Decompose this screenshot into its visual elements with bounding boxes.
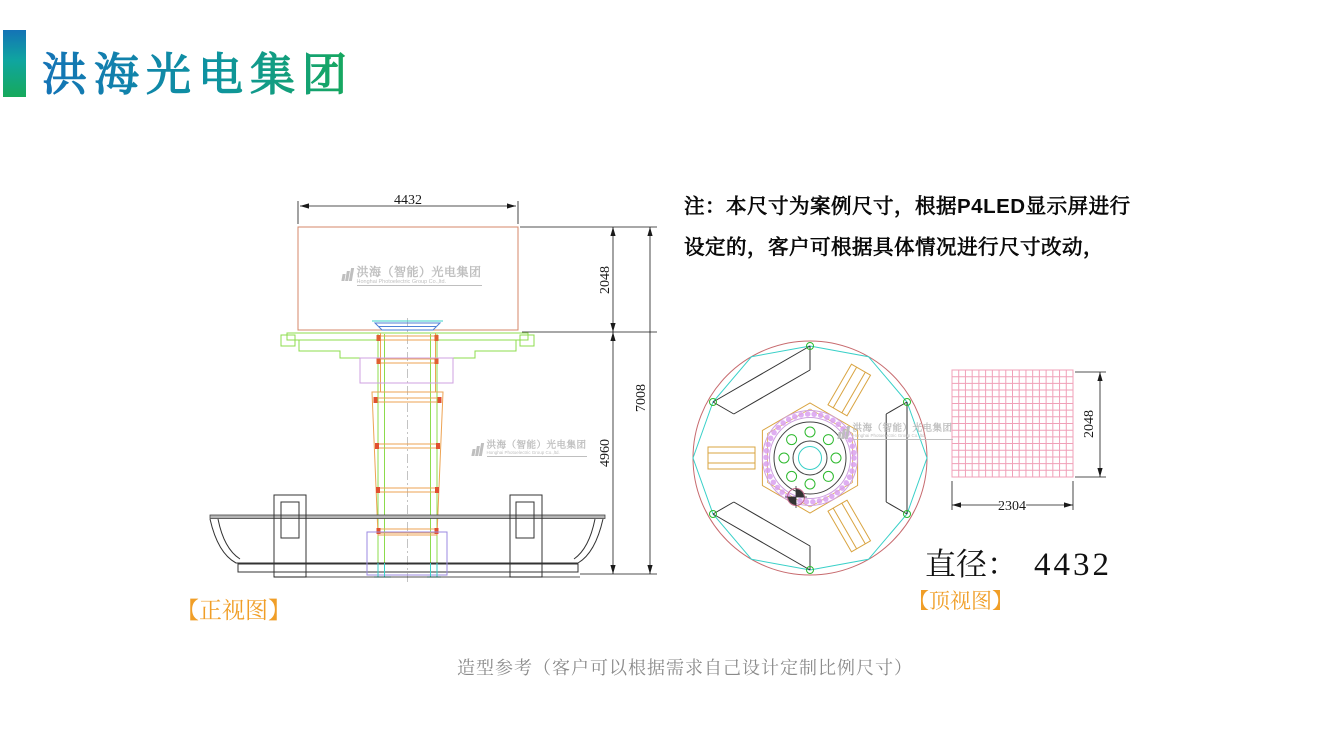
diameter-readout (925, 539, 1112, 584)
watermark (838, 424, 953, 440)
watermark-en: Honghai Photoelectric Group Co.,ltd. (853, 434, 953, 440)
dim-screen-width: 4432 (394, 193, 422, 208)
watermark-en: Honghai Photoelectric Group Co.,ltd. (357, 279, 482, 286)
watermark-cn: 洪海（智能）光电集团 (356, 265, 482, 279)
page-title: 洪海光电集团 (42, 38, 354, 103)
dim-total-height: 7008 (634, 384, 649, 412)
watermark-cn: 洪海（智能）光电集团 (486, 440, 587, 451)
dim-module-height: 2048 (1082, 410, 1097, 438)
honghai-logo-icon (472, 441, 483, 456)
front-view-label: 【正视图】 (176, 598, 291, 623)
top-view-nodes (710, 343, 911, 574)
honghai-logo-icon (838, 424, 849, 439)
front-view-drawing (210, 193, 657, 582)
dim-screen-height: 2048 (598, 266, 613, 294)
dim-pole-height: 4960 (598, 439, 613, 467)
watermark-en: Honghai Photoelectric Group Co.,ltd. (487, 451, 587, 457)
watermark (342, 266, 482, 286)
module-grid (952, 370, 1073, 477)
note-line-1: 注：本尺寸为案例尺寸，根据P4LED显示屏进行 (684, 195, 1131, 218)
diameter-value: 4432 (1034, 547, 1112, 583)
top-view-panels (713, 346, 907, 570)
watermark-cn: 洪海（智能）光电集团 (852, 423, 953, 434)
note-line-2: 设定的，客户可根据具体情况进行尺寸改动， (684, 236, 1104, 259)
top-view-label: 【顶视图】 (908, 589, 1013, 613)
diameter-label: 直径： (925, 547, 1018, 582)
bottom-caption: 造型参考（客户可以根据需求自己设计定制比例尺寸） (457, 658, 913, 678)
dim-module-width: 2304 (998, 499, 1026, 514)
honghai-logo-icon (342, 266, 353, 281)
top-view-outer-circle (693, 341, 927, 575)
watermark (472, 441, 587, 457)
